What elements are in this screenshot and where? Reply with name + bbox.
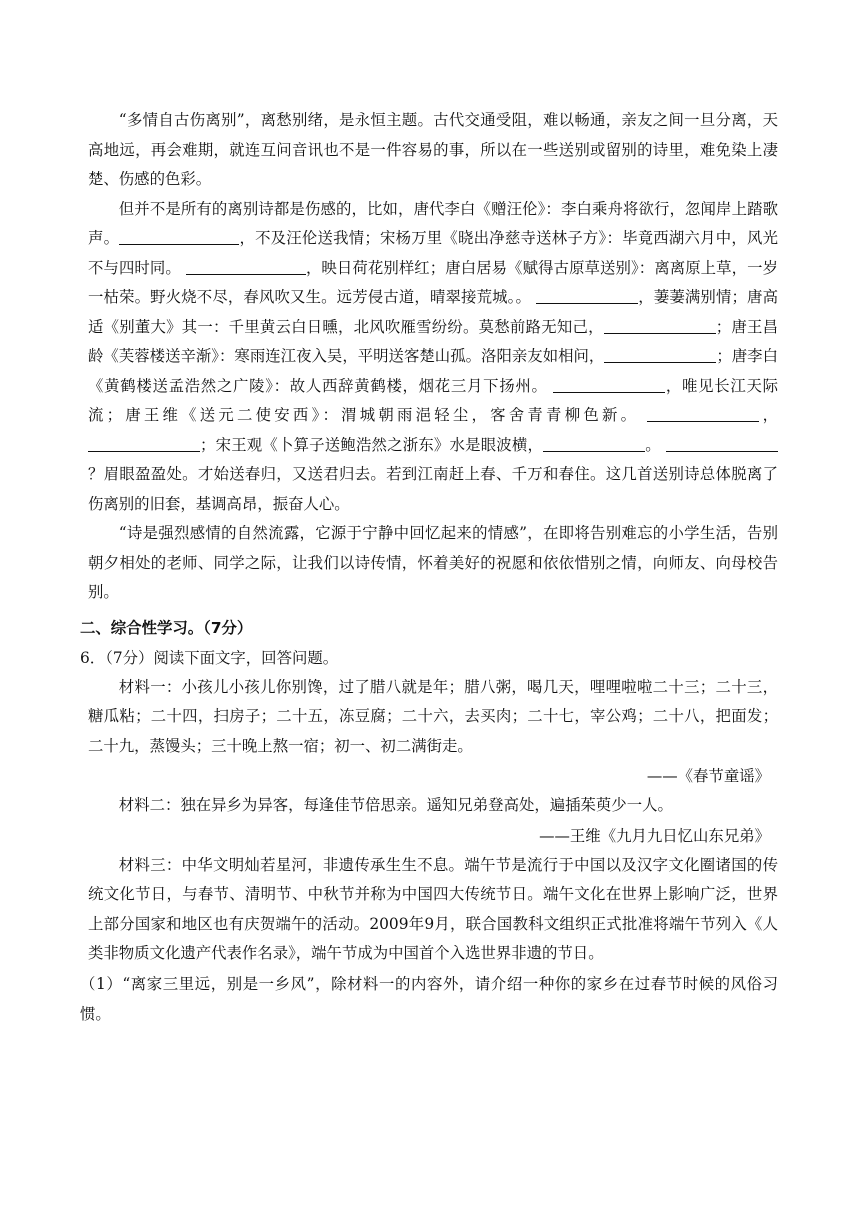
answer-blank[interactable] (604, 318, 716, 334)
answer-blank[interactable] (604, 347, 716, 363)
passage-text: ，不及汪伦送我情；宋杨万里《晓出净慈寺送林子方》：毕竟西湖六月中，风光不与四时同。 (88, 229, 778, 277)
passage-paragraph-2 (88, 195, 778, 520)
answer-blank[interactable] (553, 377, 665, 393)
passage-text: ，映日荷花别样红；唐白居易《赋得古原草送别》：离离原上草，一岁一枯荣。野火烧不尽，春风吹又生。远芳侵古道，晴翠接荒城。。 (88, 258, 778, 306)
passage-paragraph-1: “多情自古伤离别”，离愁别绪，是永恒主题。古代交通受阻，难以畅通，亲友之间一旦分离，天高地远，再会难期，就连互问音讯也不是一件容易的事，所以在一些送别或留别的诗里，难免染上凄楚、伤感的色彩。 (88, 111, 778, 188)
answer-blank[interactable] (666, 436, 778, 452)
answer-blank[interactable] (88, 436, 200, 452)
passage-text: ；唐王昌龄《芙蓉楼送辛渐》：寒雨连江夜入吴，平明送客楚山孤。洛阳亲友如相问， (88, 317, 778, 365)
material-1-source: ——《春节童谣》 (646, 767, 770, 785)
passage-text: ，萋萋满别情；唐高适《别董大》其一：千里黄云白日曛，北风吹雁雪纷纷。莫愁前路无知己， (88, 288, 778, 336)
passage-text: ，唯见长江天际流；唐王维《送元二使安西》：渭城朝雨浥轻尘，客舍青青柳色新。 (88, 376, 778, 424)
material-2-source: ——王维《九月九日忆山东兄弟》 (539, 826, 770, 845)
answer-blank[interactable] (186, 259, 306, 275)
material-1: 材料一：小孩儿小孩儿你别馋，过了腊八就是年；腊八粥，喝几天，哩哩啦啦二十三；二十三，糖瓜粘；二十四，扫房子；二十五，冻豆腐；二十六，去买肉；二十七，宰公鸡；二十八，把面发；二十九，蒸馒头；三十晚上熬一宿；初一、初二满街走。 (88, 677, 778, 755)
passage-text: ；宋王观《卜算子送鲍浩然之浙东》水是眼波横， (200, 435, 544, 454)
material-3: 材料三：中华文明灿若星河，非遗传承生生不息。端午节是流行于中国以及汉字文化圈诸国的传统文化节日，与春节、清明节、中秋节并称为中国四大传统节日。端午文化在世界上影响广泛，世界上部分国家和地区也有庆贺端午的活动。2009年9月，联合国教科文组织正式批准将端午节列入《人类非物质文化遗产代表作名录》，端午节成为中国首个入选世界非遗的节日。 (88, 855, 778, 962)
document-page (80, 106, 778, 1029)
passage-text: 。 (645, 435, 666, 454)
passage-text: ；唐李白《黄鹤楼送孟浩然之广陵》：故人西辞黄鹤楼，烟花三月下扬州。 (88, 347, 778, 395)
question-title: 6．（7分）阅读下面文字，回答问题。 (80, 648, 339, 667)
passage-text: 但并不是所有的离别诗都是伤感的，比如，唐代李白《赠汪伦》：李白乘舟将欲行，忽闻岸上踏歌声。 (88, 199, 778, 247)
sub-question-1: （1）“离家三里远，别是一乡风”，除材料一的内容外，请介绍一种你的家乡在过春节时候的风俗习惯。 (80, 974, 778, 1023)
answer-blank[interactable] (647, 406, 759, 422)
section-heading: 二、综合性学习。（7分） (80, 618, 253, 637)
material-2: 材料二：独在异乡为异客，每逢佳节倍思亲。遥知兄弟登高处，遍插茱萸少一人。 (118, 796, 673, 814)
passage-paragraph-3: “诗是强烈感情的自然流露，它源于宁静中回忆起来的情感”，在即将告别难忘的小学生活，告别朝夕相处的老师、同学之际，让我们以诗传情，怀着美好的祝愿和依依惜别之情，向师友、向母校告别。 (88, 524, 778, 601)
answer-blank[interactable] (119, 229, 239, 245)
answer-blank[interactable] (536, 288, 638, 304)
answer-blank[interactable] (543, 436, 645, 452)
passage-text: ？眉眼盈盈处。才始送春归，又送君归去。若到江南赶上春、千万和春住。这几首送别诗总体脱离了伤离别的旧套，基调高昂，振奋人心。 (88, 465, 778, 513)
passage-text: ， (759, 406, 778, 424)
